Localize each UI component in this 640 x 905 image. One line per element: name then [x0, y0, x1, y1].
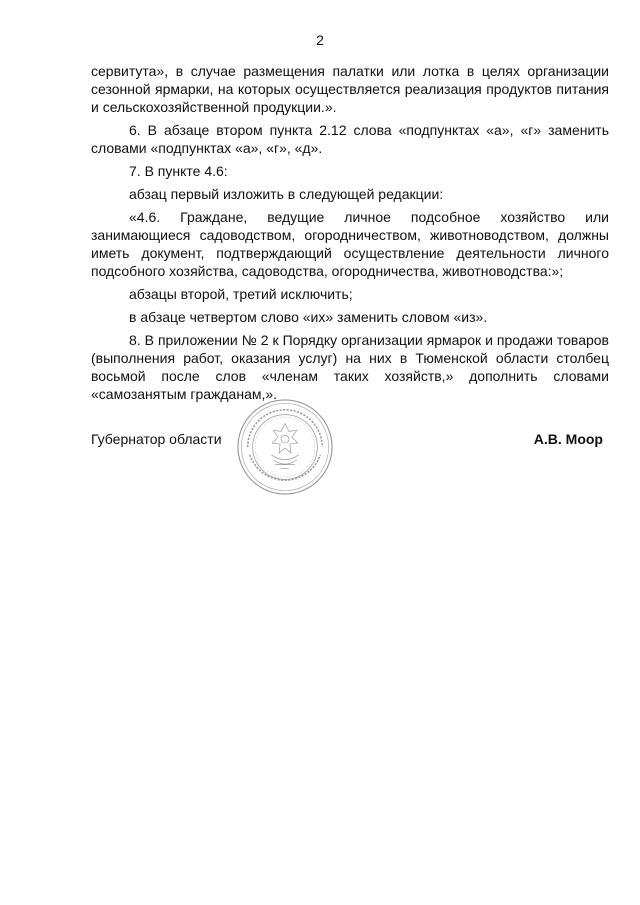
paragraph-item-4-6-quote: «4.6. Граждане, ведущие личное подсобное хозяйство или занимающиеся садоводством, огородничеством, животноводством, должны иметь документ, подтверждающий осуществление деятельности личного подсобного хозяйства, садоводства, огородничества, животноводства:»; — [91, 209, 609, 279]
paragraph-item-7-exclude: абзацы второй, третий исключить; — [129, 286, 353, 302]
document-body — [91, 62, 609, 408]
page-number: 2 — [316, 32, 324, 48]
signatory-name: А.В. Моор — [533, 431, 603, 447]
paragraph-item-6: 6. В абзаце втором пункта 2.12 слова «подпунктах «а», «г» заменить словами «подпунктах «а», «г», «д». — [91, 122, 609, 156]
paragraph-item-7-replace: в абзаце четвертом слово «их» заменить словом «из». — [129, 309, 488, 325]
official-seal-icon — [236, 398, 334, 496]
paragraph-continuation: сервитута», в случае размещения палатки или лотка в целях организации сезонной ярмарки, на которых осуществляется реализация продуктов питания и сельскохозяйственной продукции.». — [91, 63, 609, 115]
paragraph-item-8: 8. В приложении № 2 к Порядку организации ярмарок и продажи товаров (выполнения работ, оказания услуг) на них в Тюменской области столбец восьмой после слов «членам таких хозяйств,» дополнить словами «самозанятым гражданам,». — [91, 332, 609, 402]
signatory-title: Губернатор области — [91, 431, 222, 447]
paragraph-item-7-first: абзац первый изложить в следующей редакции: — [129, 186, 444, 202]
signature-block — [91, 430, 609, 450]
paragraph-item-7: 7. В пункте 4.6: — [129, 163, 228, 179]
